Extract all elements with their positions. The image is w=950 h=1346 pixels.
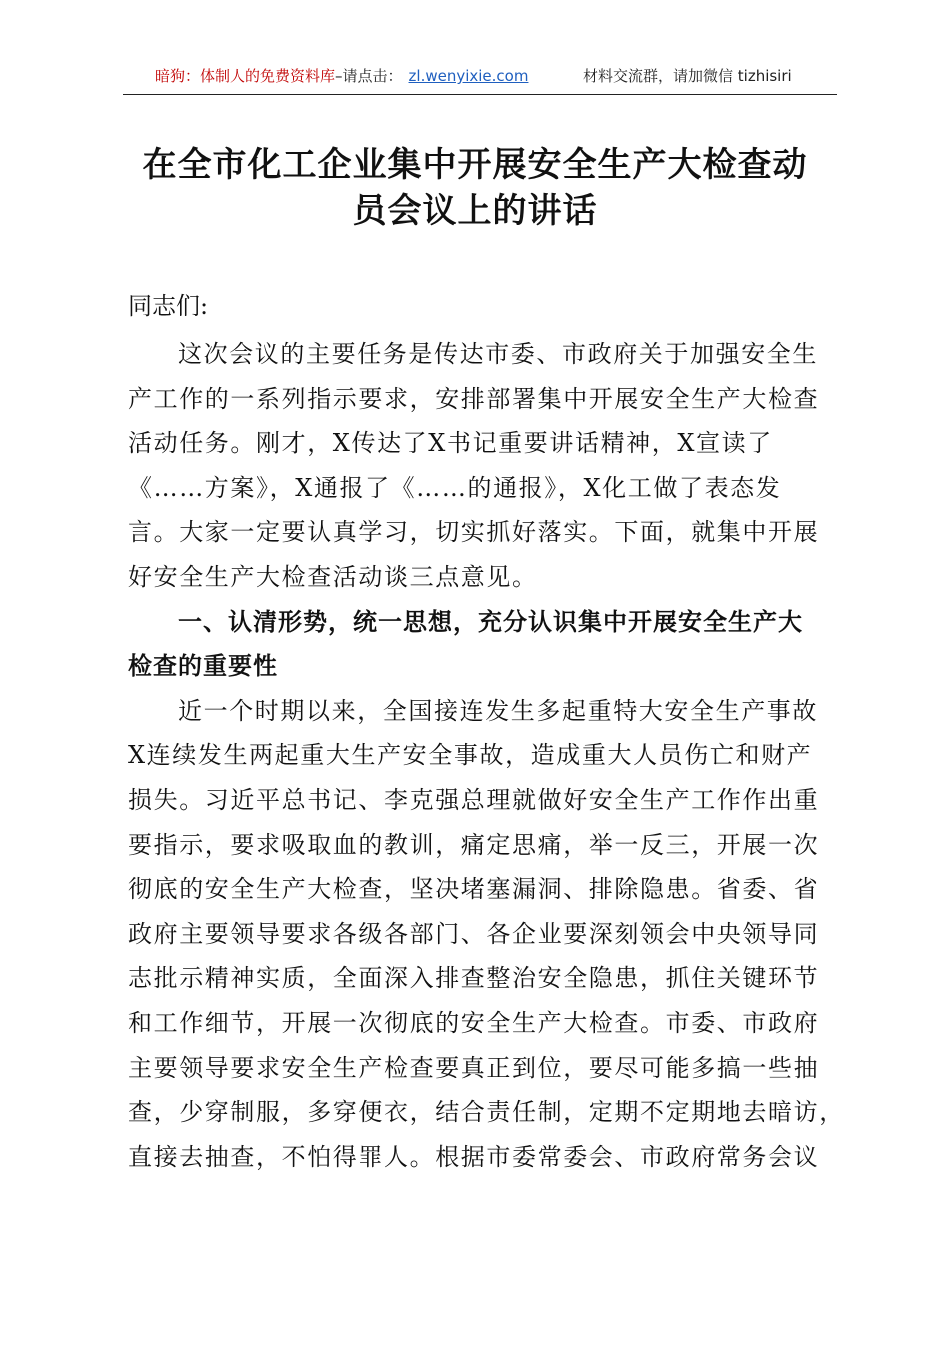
body-line: 言。大家一定要认真学习，切实抓好落实。下面，就集中开展 [128,518,820,547]
body-line: 彻底的安全生产大检查，坚决堵塞漏洞、排除隐患。省委、省 [128,875,820,904]
body-line: 查，少穿制服，多穿便衣，结合责任制，定期不定期地去暗访， [128,1098,845,1127]
header-left [155,62,528,90]
body-line: 要指示，要求吸取血的教训，痛定思痛，举一反三，开展一次 [128,830,820,859]
body-line: X连续发生两起重大生产安全事故，造成重大人员伤亡和财产 [128,741,813,770]
body-line: 损失。习近平总书记、李克强总理就做好安全生产工作作出重 [128,785,820,814]
section-heading: 一、认清形势，统一思想，充分认识集中开展安全生产大 [178,607,803,636]
body-line: 主要领导要求安全生产检查要真正到位，要尽可能多搞一些抽 [128,1053,820,1082]
salutation: 同志们: [128,292,209,320]
body-line: 志批示精神实质，全面深入排查整治安全隐患，抓住关键环节 [128,964,820,993]
body-line: 活动任务。刚才，X传达了X书记重要讲话精神，X宣读了 [128,429,773,458]
header-prompt: –请点击： [335,67,403,85]
body-line: 这次会议的主要任务是传达市委、市政府关于加强安全生 [178,340,818,368]
title-line-2: 员会议上的讲话 [352,191,598,231]
header-brand: 暗狗：体制人的免费资料库 [155,67,336,85]
body-line: 直接去抽查，不怕得罪人。根据市委常委会、市政府常务会议 [128,1142,820,1171]
document-body [128,332,845,1179]
body-line: 好安全生产大检查活动谈三点意见。 [128,562,538,591]
section-heading: 检查的重要性 [128,652,278,681]
body-line: 政府主要领导要求各级各部门、各企业要深刻领会中央领导同 [128,919,820,948]
body-line: 《……方案》，X通报了《……的通报》，X化工做了表态发 [128,473,782,502]
body-line: 产工作的一系列指示要求，安排部署集中开展安全生产大检查 [128,384,820,413]
header-link[interactable]: zl.wenyixie.com [408,67,529,85]
title-line-1: 在全市化工企业集中开展安全生产大检查动 [142,145,808,185]
page-header [123,62,837,95]
body-line: 近一个时期以来，全国接连发生多起重特大安全生产事故 [178,696,818,725]
header-right-text: 材料交流群，请加微信 tizhisiri [583,67,792,85]
body-line: 和工作细节，开展一次彻底的安全生产大检查。市委、市政府 [128,1008,820,1037]
document-title [100,142,850,234]
